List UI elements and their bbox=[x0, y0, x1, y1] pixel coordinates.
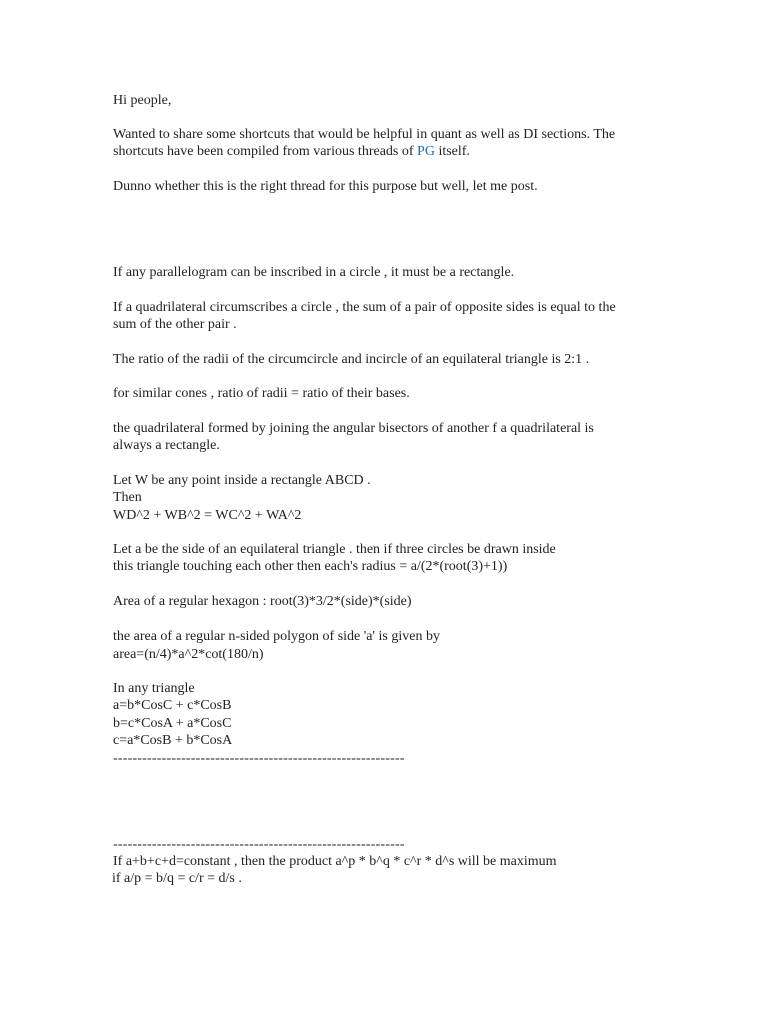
divider-line-2: ------------------------------------------------------------ bbox=[113, 837, 405, 852]
tip-bisectors-line-2: always a rectangle. bbox=[113, 438, 220, 453]
tip-product-line-1: If a+b+c+d=constant , then the product a^p * b^q * c^r * d^s will be maximum bbox=[113, 854, 557, 869]
tip-bisectors-line-1: the quadrilateral formed by joining the angular bisectors of another f a quadrilateral is bbox=[113, 421, 594, 436]
divider-line-1: ------------------------------------------------------------ bbox=[113, 751, 405, 766]
preface-text: Dunno whether this is the right thread for this purpose but well, let me post. bbox=[113, 179, 538, 194]
tip-triangle-c: c=a*CosB + b*CosA bbox=[113, 733, 233, 748]
tip-radii-ratio: The ratio of the radii of the circumcircle and incircle of an equilateral triangle is 2:1 . bbox=[113, 352, 590, 367]
tip-triangle-b: b=c*CosA + a*CosC bbox=[113, 716, 232, 731]
tip-polygon-line-1: the area of a regular n-sided polygon of side 'a' is given by bbox=[113, 629, 440, 644]
intro-line-1: Wanted to share some shortcuts that would be helpful in quant as well as DI sections. The bbox=[113, 127, 616, 142]
tip-parallelogram: If any parallelogram can be inscribed in a circle , it must be a rectangle. bbox=[113, 265, 515, 280]
tip-hexagon: Area of a regular hexagon : root(3)*3/2*(side)*(side) bbox=[113, 594, 412, 609]
tip-quadrilateral-line-2: sum of the other pair . bbox=[113, 317, 237, 332]
tip-rectangle-point-line-3: WD^2 + WB^2 = WC^2 + WA^2 bbox=[113, 508, 302, 523]
tip-circles-line-1: Let a be the side of an equilateral triangle . then if three circles be drawn inside bbox=[113, 542, 556, 557]
tip-rectangle-point-line-1: Let W be any point inside a rectangle ABCD . bbox=[113, 473, 371, 488]
tip-product-line-2: if a/p = b/q = c/r = d/s . bbox=[112, 871, 242, 886]
intro-line-2-start: shortcuts have been compiled from various threads of bbox=[113, 144, 418, 159]
intro-line-2-end: itself. bbox=[434, 144, 470, 159]
tip-rectangle-point-line-2: Then bbox=[113, 490, 142, 505]
tip-triangle-heading: In any triangle bbox=[113, 681, 195, 696]
pg-link[interactable]: PG bbox=[417, 144, 435, 159]
intro-line-2 bbox=[113, 143, 470, 160]
tip-triangle-a: a=b*CosC + c*CosB bbox=[113, 698, 232, 713]
tip-quadrilateral-line-1: If a quadrilateral circumscribes a circle , the sum of a pair of opposite sides is equal to the bbox=[113, 300, 616, 315]
greeting-text: Hi people, bbox=[113, 93, 172, 108]
tip-polygon-line-2: area=(n/4)*a^2*cot(180/n) bbox=[113, 647, 264, 662]
tip-circles-line-2: this triangle touching each other then each's radius = a/(2*(root(3)+1)) bbox=[113, 559, 508, 574]
tip-cones: for similar cones , ratio of radii = ratio of their bases. bbox=[113, 386, 410, 401]
